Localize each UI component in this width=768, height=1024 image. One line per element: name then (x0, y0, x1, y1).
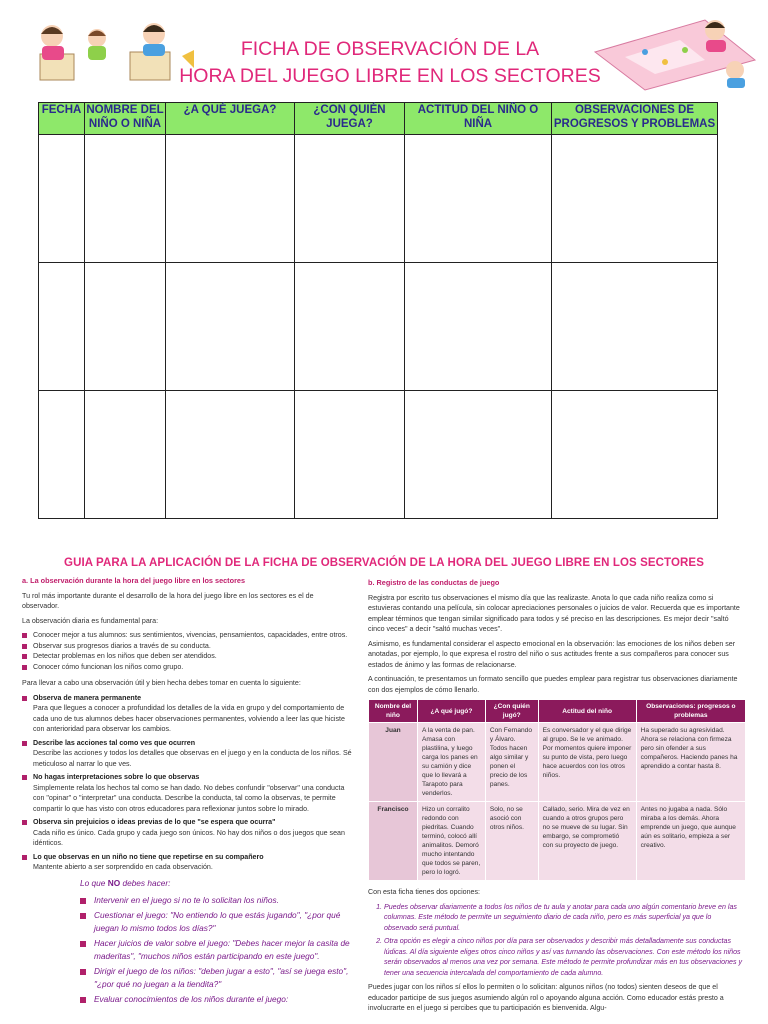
cell (295, 391, 405, 519)
item-text: Simplemente relata los hechos tal como se han dado. No debes confundir "observar" una conducta con "opinar" o "interpretar" una conducta. Describe la conducta, tal como la observas, te permite compartir lo que has visto con otros educadores para reflexionar juntos sobre lo mirado. (33, 783, 345, 813)
cell (552, 391, 718, 519)
title-line-1: FICHA DE OBSERVACIÓN DE LA (240, 38, 540, 60)
cell (85, 263, 166, 391)
header-nombre: NOMBRE DEL NIÑO O NIÑA (85, 103, 166, 135)
list-item: 1. Puedes observar diariamente a todos los niños de tu aula y anotar para cada uno algún comentario breve en las columnas. Este método te permite un seguimiento diario de cada niño, pero es más superficial ya que lo observado será puntual. (384, 902, 746, 934)
cell (39, 135, 85, 263)
table-cell: Solo, no se asoció con otros niños. (485, 802, 538, 881)
item-text: Mantente abierto a ser sorprendido en cada observación. (33, 863, 213, 871)
options-list (368, 902, 746, 979)
item-text: Para que llegues a conocer a profundidad los detalles de la vida en grupo y del comportamiento de cada uno de tus alumnos debes hacer observaciones permanentes, volviendo a leer las que hiciste con anterioridad para observar los cambios. (33, 704, 345, 733)
do-not-heading-pre: Lo que (80, 877, 106, 888)
list-item: Intervenir en el juego si no te lo solicitan los niños. (80, 894, 352, 907)
options-intro: Con esta ficha tienes dos opciones: (368, 888, 480, 896)
example-header: Actitud del niño (538, 700, 636, 723)
example-table (368, 699, 746, 881)
list-item: Conocer mejor a tus alumnos: sus sentimientos, vivencias, pensamientos, capacidades, entre otros. (22, 630, 352, 641)
list-item (22, 772, 352, 814)
table-row (369, 802, 746, 881)
table-row (369, 723, 746, 802)
section-a-heading: a. La observación durante la hora del juego libre en los sectores (22, 576, 246, 585)
observation-row (39, 135, 718, 263)
cell (39, 263, 85, 391)
list-item (22, 738, 352, 770)
item-heading: Observa de manera permanente (33, 693, 142, 702)
section-a-useful: Para llevar a cabo una observación útil y bien hecha debes tomar en cuenta lo siguiente: (22, 679, 301, 687)
list-item (22, 693, 352, 735)
example-header-row (369, 700, 746, 723)
cell (85, 135, 166, 263)
table-cell: Francisco (369, 802, 418, 881)
guide-title: GUIA PARA LA APLICACIÓN DE LA FICHA DE OBSERVACIÓN DE LA HORA DEL JUEGO LIBRE EN LOS SECTORES (64, 557, 704, 569)
list-item: Observar sus progresos diarios a través de su conducta. (22, 641, 352, 652)
section-b-heading: b. Registro de las conductas de juego (368, 578, 500, 587)
table-cell: Antes no jugaba a nada. Sólo miraba a los demás. Ahora emprende un juego, que aunque aún es solitario, empieza a ser creativo. (636, 802, 745, 881)
cell (85, 391, 166, 519)
section-a-daily: La observación diaria es fundamental para: (22, 616, 159, 625)
cell (166, 263, 295, 391)
item-text: Cada niño es único. Cada grupo y cada juego son únicos. No hay dos niños o dos juegos que sean idénticos. (33, 828, 345, 847)
header-actitud: ACTITUD DEL NIÑO O NIÑA (405, 103, 552, 135)
cell (166, 135, 295, 263)
item-text: Describe las acciones y todos los detalles que observas en el juego y en la conducta de los niños. Sé meticuloso al narrar lo que ves. (33, 749, 352, 768)
do-not-heading-post: debes hacer: (122, 877, 171, 888)
cell (405, 263, 552, 391)
closing-paragraph: Puedes jugar con los niños sí ellos lo permiten o lo solicitan: algunos niños (no todos) sienten deseos de que el educador participe de sus juegos asumiendo algún rol o apoyando alguna acción. Como educador estás presto a involucrarte en el juego si percibes que tu participación es bienvenida. Algu- (368, 983, 724, 1012)
page-title (130, 36, 650, 90)
cell (295, 263, 405, 391)
table-cell: Callado, serio. Mira de vez en cuando a otros grupos pero no se mueve de su lugar. Sin embargo, se comprometió con su proyecto de juego. (538, 802, 636, 881)
example-header: ¿A qué jugó? (418, 700, 486, 723)
item-heading: Observa sin prejuicios o ideas previas de lo que "se espera que ocurra" (33, 818, 276, 826)
cell (166, 391, 295, 519)
header-con-quien-juega: ¿CON QUIÉN JUEGA? (295, 103, 405, 135)
example-header: Observaciones: progresos o problemas (636, 700, 745, 723)
table-cell: Juan (369, 723, 418, 802)
header-fecha: FECHA (39, 103, 85, 135)
section-b-p3: A continuación, te presentamos un formato sencillo que puedes emplear para registrar tus observaciones diariamente con dos ejemplos de cómo llenarlo. (368, 675, 738, 694)
do-not-list (80, 877, 352, 1006)
header-a-que-juega: ¿A QUÉ JUEGA? (166, 103, 295, 135)
cell (39, 391, 85, 519)
section-a-intro: Tu rol más importante durante el desarrollo de la hora del juego libre en los sectores es el de observador. (22, 591, 314, 610)
section-a-bullets (22, 630, 352, 672)
list-item: Evaluar conocimientos de los niños durante el juego: (80, 993, 352, 1006)
cell (405, 135, 552, 263)
table-cell: Es conversador y el que dirige al grupo. Se le ve animado. Por momentos quiere imponer su punto de vista, pero luego hace acuerdos con los otros niños. (538, 723, 636, 802)
observation-header-row (39, 103, 718, 135)
section-b-p1: Registra por escrito tus observaciones el mismo día que las realizaste. Anota lo que cada niño realiza como si estuvieras contando una película, sin colocar apreciaciones personales o juicios de valor. Recuerda que es importante emplear términos que tengan similar significado para todos y sé preciso en las descripciones. Es mejor decir "saltó cinco veces" a decir "saltó muchas veces". (368, 593, 740, 633)
list-item: Cuestionar el juego: "No entiendo lo que estás jugando", "¿por qué juegan lo mismo todos los días?" (80, 909, 352, 935)
example-header: ¿Con quién jugó? (485, 700, 538, 723)
cell (552, 135, 718, 263)
cell (552, 263, 718, 391)
example-header: Nombre del niño (369, 700, 418, 723)
title-line-2: HORA DEL JUEGO LIBRE EN LOS SECTORES (179, 65, 601, 87)
list-item: Conocer cómo funcionan los niños como grupo. (22, 662, 352, 673)
table-cell: Ha superado su agresividad. Ahora se relaciona con firmeza pero sin ofender a sus compañeros. Haciendo panes ha aprendido a contar hasta 8. (636, 723, 745, 802)
do-not-heading-bold: NO (107, 877, 121, 888)
item-heading: No hagas interpretaciones sobre lo que observas (33, 773, 200, 781)
list-item: Detectar problemas en los niños que deben ser atendidos. (22, 651, 352, 662)
header-observaciones: OBSERVACIONES DE PROGRESOS Y PROBLEMAS (552, 103, 718, 135)
guide-right-column (368, 578, 746, 1018)
table-cell: Con Fernando y Álvaro. Todos hacen algo similar y ponen el precio de los panes. (485, 723, 538, 802)
section-b-p2: Asimismo, es fundamental considerar el aspecto emocional en la observación: las emociones de los niños deben ser anotadas, por ejemplo, lo que expresa el rostro del niño o sus actitudes frente a sus compañeros para conocer sus estados de ánimo y las formas de relacionarse. (368, 639, 736, 669)
list-item (22, 817, 352, 849)
table-cell: Hizo un corralito redondo con piedritas. Cuando terminó, colocó allí animalitos. Demoró mucho intentando que todos se paren, pero lo logró. (418, 802, 486, 881)
do-not-heading (80, 877, 352, 890)
item-heading: Describe las acciones tal como ves que ocurren (33, 738, 196, 747)
observation-row (39, 263, 718, 391)
cell (295, 135, 405, 263)
observation-table (38, 102, 718, 519)
item-heading: Lo que observas en un niño no tiene que repetirse en su compañero (33, 852, 264, 861)
guide-left-column (22, 576, 352, 1008)
observation-row (39, 391, 718, 519)
list-item (22, 852, 352, 873)
list-item: Dirigir el juego de los niños: "deben jugar a esto", "así se juega esto", "¿por qué no juegan a la tiendita?" (80, 965, 352, 991)
list-item: 2. Otra opción es elegir a cinco niños por día para ser observados y describir más detalladamente sus conductas lúdicas. Al día siguiente eliges otros cinco niños y así vas turnando las observaciones. Con este método los niños serán observados al menos una vez por semana. Este método te permite profundizar más en tus observaciones y tener una secuencia intercalada del comportamiento de cada alumno. (384, 936, 746, 978)
table-cell: A la venta de pan. Amasa con plastilina, y luego carga los panes en su camión y dice que lo llevará a Tarapoto para venderlos. (418, 723, 486, 802)
list-item: Hacer juicios de valor sobre el juego: "Debes hacer mejor la casita de maderitas", "muchos niños están participando en este juego". (80, 937, 352, 963)
cell (405, 391, 552, 519)
